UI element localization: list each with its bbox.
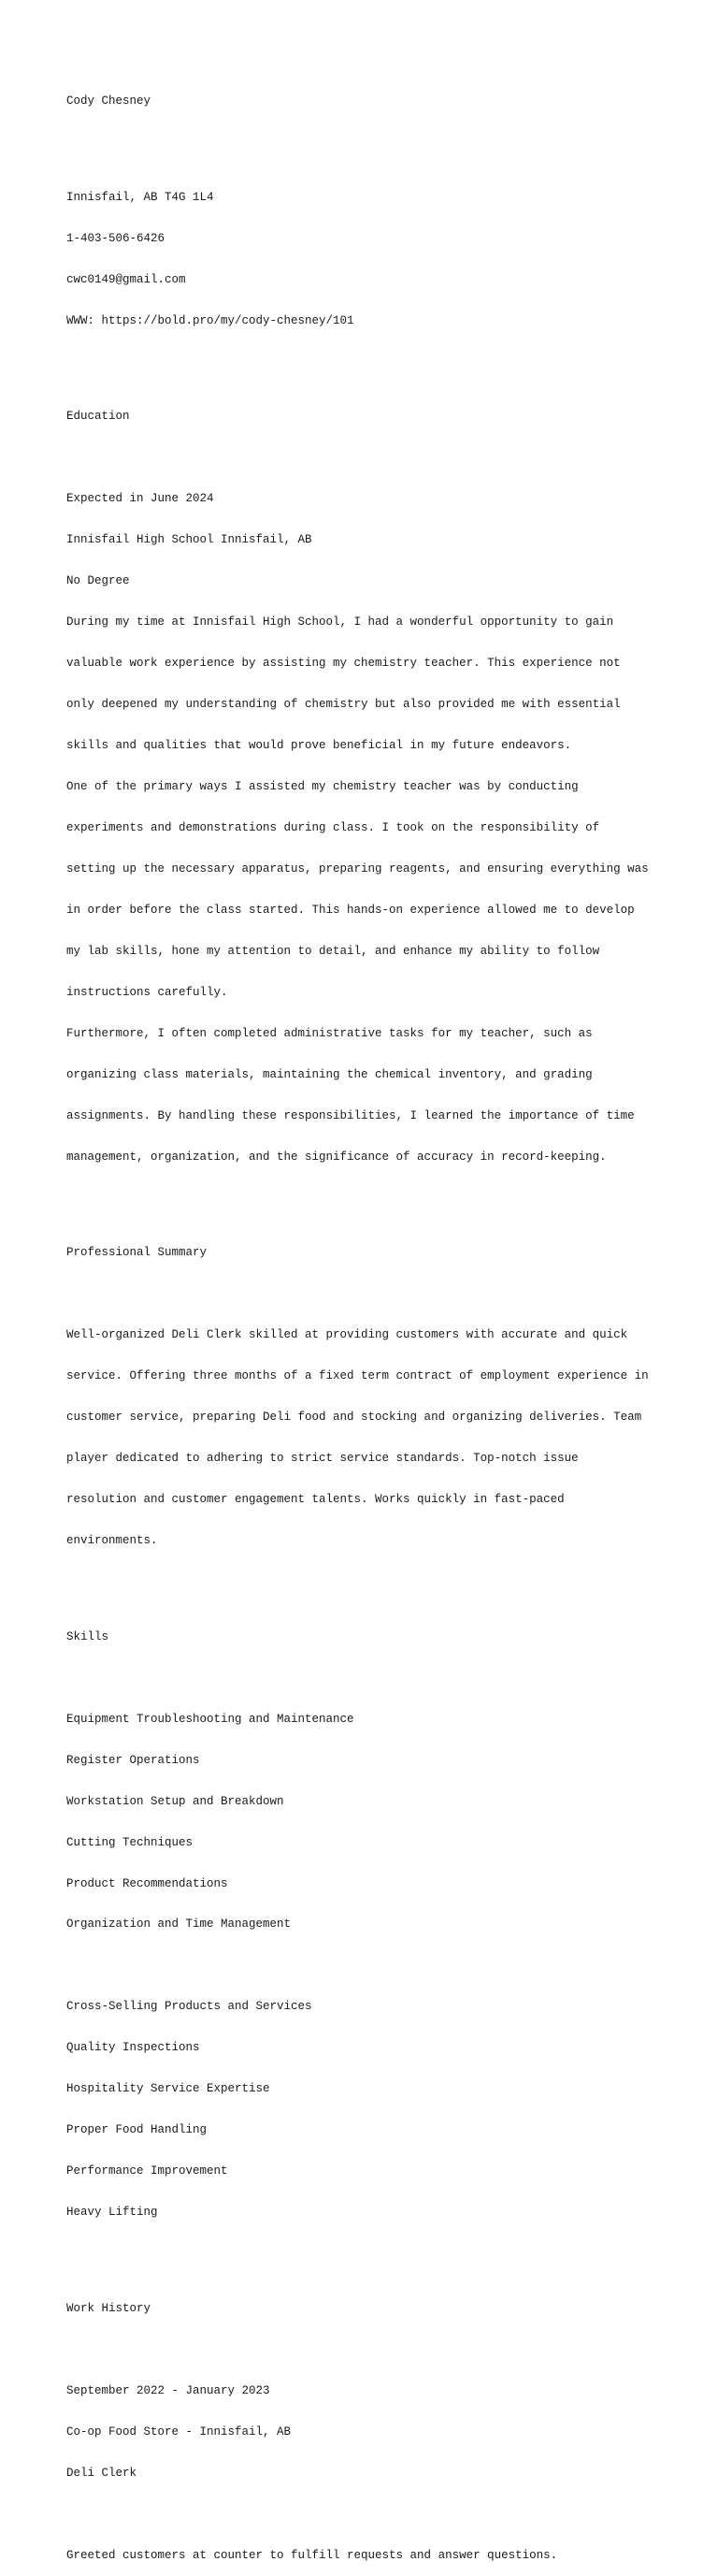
candidate-name: Cody Chesney xyxy=(66,94,151,109)
spacer xyxy=(66,1287,683,1301)
summary-heading: Professional Summary xyxy=(66,1246,208,1260)
education-school: Innisfail High School Innisfail, AB xyxy=(66,533,312,547)
spacer xyxy=(66,1575,683,1589)
education-description-line: skills and qualities that would prove beneficial in my future endeavors. xyxy=(66,739,572,753)
skill-item: Heavy Lifting xyxy=(66,2206,158,2220)
skill-item: Quality Inspections xyxy=(66,2041,200,2055)
education-description-line: organizing class materials, maintaining the chemical inventory, and grading xyxy=(66,1067,593,1081)
skill-item: Performance Improvement xyxy=(66,2164,228,2178)
skill-item: Hospitality Service Expertise xyxy=(66,2082,270,2096)
skill-item: Organization and Time Management xyxy=(66,1918,292,1932)
summary-line: environments. xyxy=(66,1534,158,1548)
skill-item: Workstation Setup and Breakdown xyxy=(66,1794,284,1808)
education-description-line: instructions carefully. xyxy=(66,985,228,999)
job-duty: Greeted customers at counter to fulfill requests and answer questions. xyxy=(66,2548,558,2562)
skill-item: Product Recommendations xyxy=(66,1876,228,1890)
contact-phone: 1-403-506-6426 xyxy=(66,231,165,245)
skill-item: Equipment Troubleshooting and Maintenance xyxy=(66,1712,354,1726)
job-title: Deli Clerk xyxy=(66,2466,137,2480)
spacer xyxy=(66,451,683,465)
job-employer: Co-op Food Store - Innisfail, AB xyxy=(66,2424,292,2439)
skill-item: Proper Food Handling xyxy=(66,2123,208,2137)
job-dates: September 2022 - January 2023 xyxy=(66,2383,270,2397)
spacer xyxy=(66,2508,683,2522)
education-description-line: experiments and demonstrations during class. I took on the responsibility of xyxy=(66,821,600,835)
resume-document xyxy=(66,67,683,2576)
contact-address: Innisfail, AB T4G 1L4 xyxy=(66,190,214,204)
education-heading: Education xyxy=(66,410,130,424)
spacer xyxy=(66,355,683,369)
education-description-line: assignments. By handling these responsibilities, I learned the importance of time xyxy=(66,1108,635,1122)
education-description-line: in order before the class started. This hands-on experience allowed me to develop xyxy=(66,903,635,917)
education-description-line: Furthermore, I often completed administrative tasks for my teacher, such as xyxy=(66,1026,593,1040)
spacer xyxy=(66,1192,683,1206)
education-description-line: my lab skills, hone my attention to detail, and enhance my ability to follow xyxy=(66,944,600,958)
spacer xyxy=(66,2343,683,2357)
summary-line: resolution and customer engagement talents. Works quickly in fast-paced xyxy=(66,1493,565,1507)
spacer xyxy=(66,136,683,150)
education-description-line: valuable work experience by assisting my chemistry teacher. This experience not xyxy=(66,657,621,671)
work-history-heading: Work History xyxy=(66,2301,151,2315)
skill-item: Cross-Selling Products and Services xyxy=(66,2000,312,2014)
education-description-line: One of the primary ways I assisted my chemistry teacher was by conducting xyxy=(66,780,579,794)
spacer xyxy=(66,1672,683,1686)
skills-heading: Skills xyxy=(66,1629,109,1643)
education-description-line: During my time at Innisfail High School, I had a wonderful opportunity to gain xyxy=(66,615,614,630)
contact-website: WWW: https://bold.pro/my/cody-chesney/101 xyxy=(66,313,354,327)
contact-email: cwc0149@gmail.com xyxy=(66,272,186,286)
summary-line: Well-organized Deli Clerk skilled at providing customers with accurate and quick xyxy=(66,1328,628,1342)
spacer xyxy=(66,1959,683,1973)
education-description-line: only deepened my understanding of chemistry but also provided me with essential xyxy=(66,698,621,712)
education-description-line: setting up the necessary apparatus, preparing reagents, and ensuring everything was xyxy=(66,862,649,876)
summary-line: service. Offering three months of a fixed term contract of employment experience in xyxy=(66,1369,649,1383)
education-degree: No Degree xyxy=(66,574,130,588)
summary-line: customer service, preparing Deli food and stocking and organizing deliveries. Team xyxy=(66,1411,642,1425)
spacer xyxy=(66,2247,683,2261)
education-description-line: management, organization, and the significance of accuracy in record-keeping. xyxy=(66,1150,607,1164)
education-date: Expected in June 2024 xyxy=(66,492,214,506)
summary-line: player dedicated to adhering to strict service standards. Top-notch issue xyxy=(66,1452,579,1466)
skill-item: Cutting Techniques xyxy=(66,1835,194,1849)
skill-item: Register Operations xyxy=(66,1753,200,1767)
